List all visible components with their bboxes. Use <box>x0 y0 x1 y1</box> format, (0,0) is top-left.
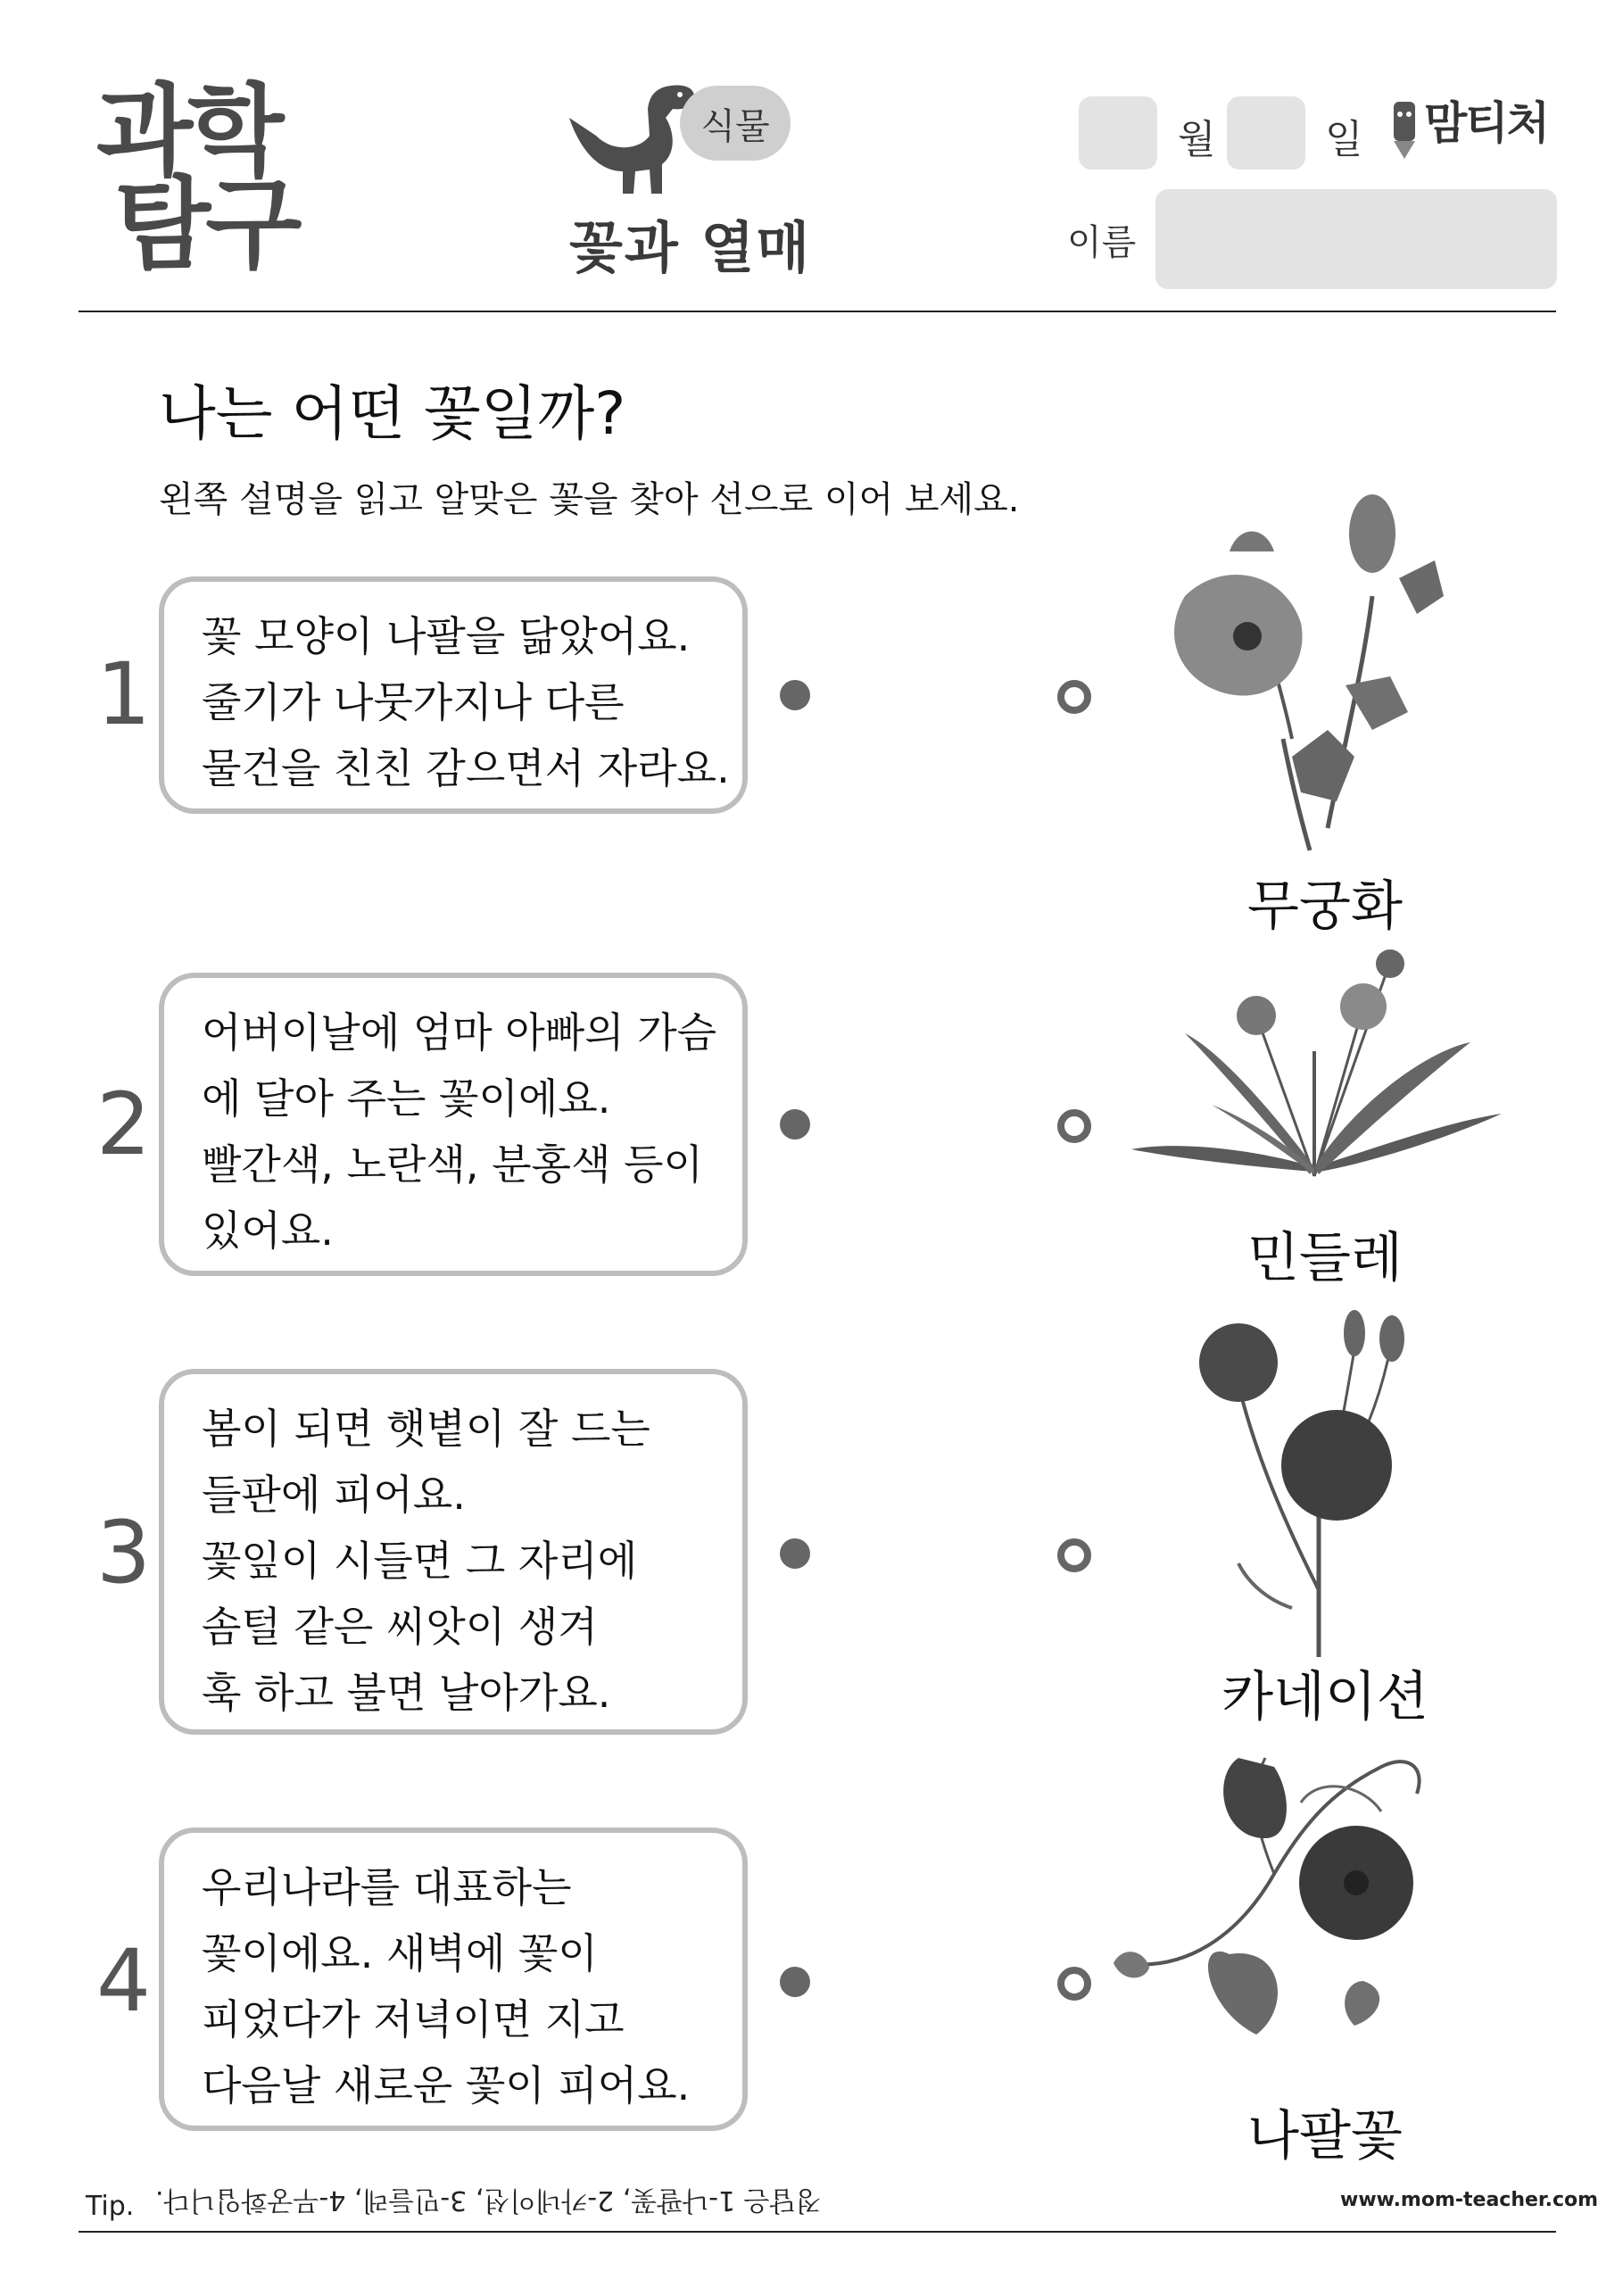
card-line: 다음날 새로운 꽃이 피어요. <box>202 2061 691 2110</box>
card-line: 줄기가 나뭇가지나 다른 <box>202 678 625 726</box>
name-input[interactable] <box>1155 189 1557 289</box>
right-connect-dot[interactable] <box>1057 680 1091 714</box>
flower-name: 민들레 <box>1247 1227 1403 1289</box>
card-line: 꽃잎이 시들면 그 자리에 <box>202 1537 638 1585</box>
topic-badge: 식물 <box>680 86 791 161</box>
card-line: 들판에 피어요. <box>202 1471 466 1519</box>
logo-line1: 과학 <box>96 74 279 190</box>
description-card <box>159 1828 748 2131</box>
card-line: 우리나라를 대표하는 <box>202 1863 572 1911</box>
item-number: 1 <box>96 644 152 744</box>
left-connect-dot[interactable] <box>780 1109 810 1140</box>
pencil-mascot-icon <box>1388 98 1420 161</box>
card-line: 꽃 모양이 나팔을 닮았어요. <box>202 612 691 660</box>
left-connect-dot[interactable] <box>780 1967 810 1997</box>
flower-name: 나팔꽃 <box>1247 2105 1403 2168</box>
month-label: 월 <box>1178 117 1216 162</box>
website-url: www.mom-teacher.com <box>1340 2189 1599 2211</box>
card-line: 봄이 되면 햇볕이 잘 드는 <box>202 1405 650 1453</box>
left-connect-dot[interactable] <box>780 1538 810 1569</box>
card-line: 있어요. <box>202 1206 334 1255</box>
left-connect-dot[interactable] <box>780 680 810 710</box>
card-line: 어버이날에 엄마 아빠의 가슴 <box>202 1008 717 1057</box>
tip-answer-upside-down: 정답은 1-나팔꽃, 2-카네이션, 3-민들레, 4-무궁화입니다. <box>154 2184 822 2216</box>
tip-label: Tip. <box>86 2191 135 2222</box>
description-card <box>159 1369 748 1735</box>
flower-name: 무궁화 <box>1247 875 1403 938</box>
description-card <box>159 576 748 814</box>
hibiscus-icon <box>1149 489 1488 855</box>
carnation-icon <box>1185 1296 1453 1662</box>
description-card <box>159 973 748 1276</box>
footer-divider <box>79 2231 1556 2233</box>
card-line: 피었다가 저녁이면 지고 <box>202 1995 625 2043</box>
logo-line2: 탐구 <box>114 167 297 283</box>
card-line: 꽃이에요. 새벽에 꽃이 <box>202 1929 598 1977</box>
day-input[interactable] <box>1227 96 1305 170</box>
dinosaur-icon <box>560 82 703 198</box>
activity-title: 나는 어떤 꽃일까? <box>159 379 626 448</box>
header-divider <box>79 311 1556 312</box>
right-connect-dot[interactable] <box>1057 1538 1091 1572</box>
day-label: 일 <box>1325 117 1363 162</box>
month-input[interactable] <box>1079 96 1157 170</box>
morning-glory-icon <box>1096 1740 1453 2070</box>
right-connect-dot[interactable] <box>1057 1109 1091 1143</box>
card-line: 솜털 같은 씨앗이 생겨 <box>202 1603 598 1651</box>
tip-note <box>86 2184 821 2223</box>
item-number: 4 <box>96 1931 152 2031</box>
card-line: 에 달아 주는 꽃이에요. <box>202 1074 611 1123</box>
worksheet-subtitle: 꽃과 열매 <box>569 215 812 280</box>
card-line: 빨간색, 노란색, 분홍색 등이 <box>202 1140 703 1189</box>
dandelion-icon <box>1122 944 1506 1185</box>
right-connect-dot[interactable] <box>1057 1967 1091 2001</box>
card-line: 물건을 친친 감으면서 자라요. <box>202 744 730 792</box>
item-number: 2 <box>96 1074 152 1174</box>
brand-logo: 맘티처 <box>1424 97 1548 149</box>
name-label: 이름 <box>1067 222 1137 263</box>
item-number: 3 <box>96 1503 152 1603</box>
flower-name: 카네이션 <box>1221 1666 1428 1728</box>
activity-instruction: 왼쪽 설명을 읽고 알맞은 꽃을 찾아 선으로 이어 보세요. <box>159 479 1020 520</box>
card-line: 훅 하고 불면 날아가요. <box>202 1669 611 1717</box>
